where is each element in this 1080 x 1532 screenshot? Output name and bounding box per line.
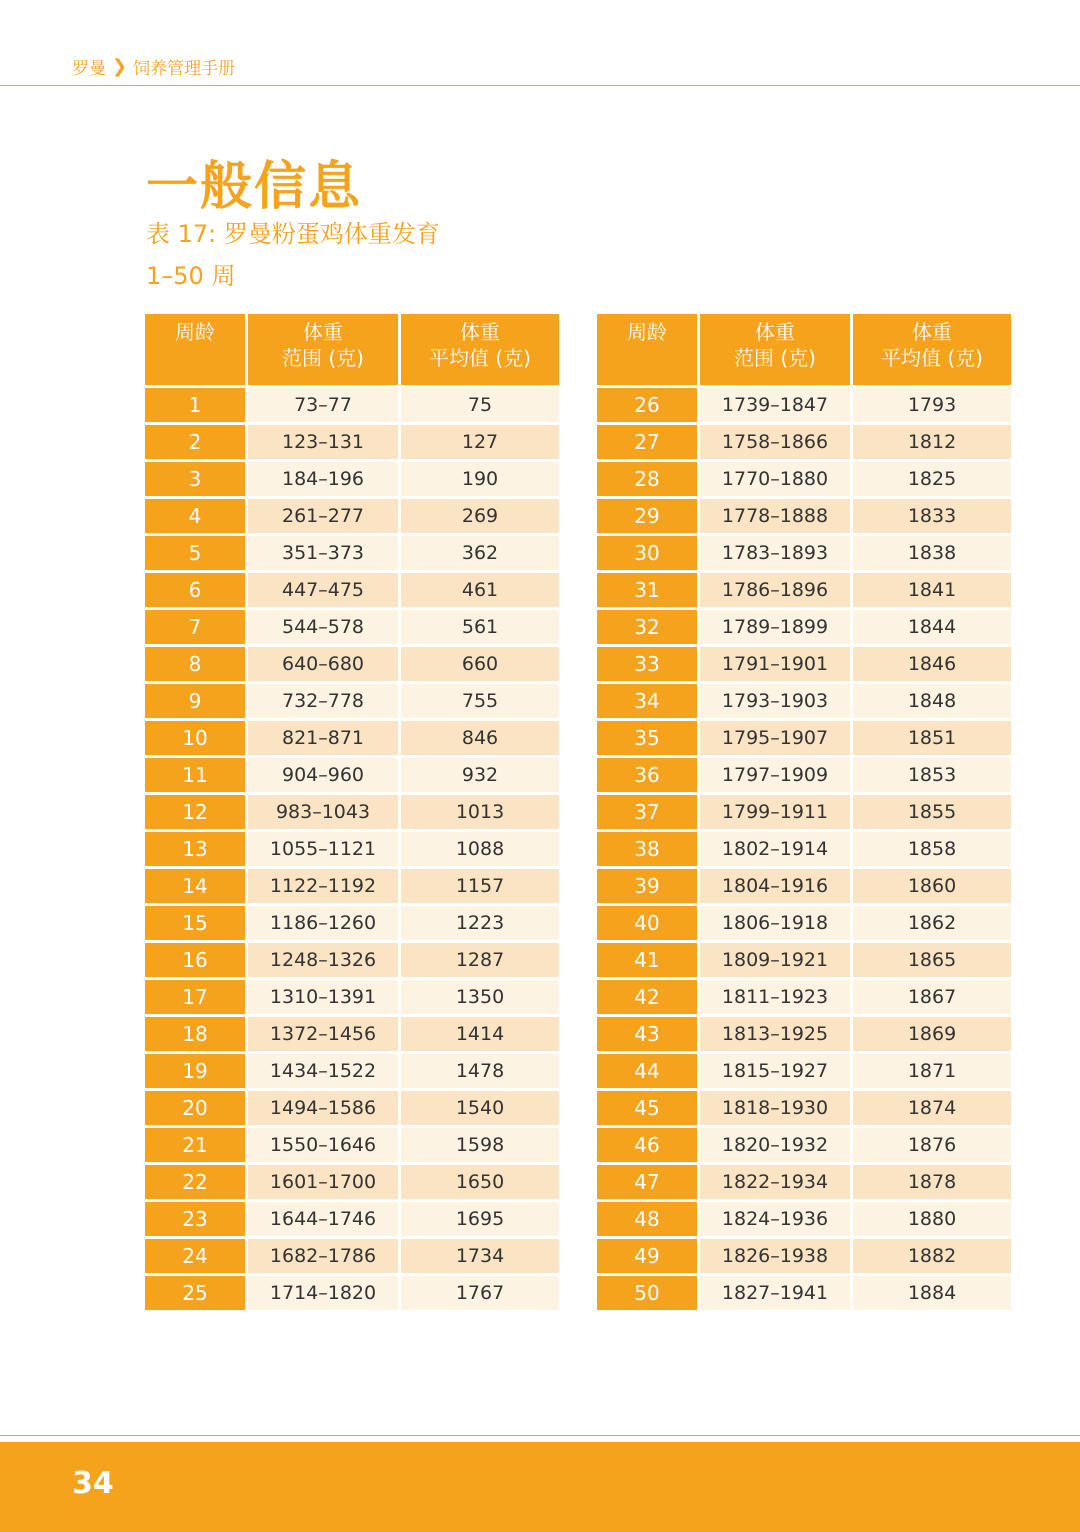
weight-range-cell: 544–578	[248, 610, 398, 647]
weight-average-cell: 1862	[853, 906, 1011, 943]
table-row	[597, 536, 1011, 573]
week-cell: 30	[597, 536, 697, 573]
table-row	[145, 425, 559, 462]
weight-range-cell: 1783–1893	[700, 536, 850, 573]
week-cell: 22	[145, 1165, 245, 1202]
header-weight-average: 体重 平均值 (克)	[401, 314, 559, 388]
weight-average-cell: 1088	[401, 832, 559, 869]
table-row	[597, 1276, 1011, 1313]
weight-average-cell: 75	[401, 388, 559, 425]
weight-range-cell: 184–196	[248, 462, 398, 499]
weight-range-cell: 1804–1916	[700, 869, 850, 906]
weight-range-cell: 1494–1586	[248, 1091, 398, 1128]
table-row	[597, 1091, 1011, 1128]
weight-range-cell: 1811–1923	[700, 980, 850, 1017]
week-cell: 24	[145, 1239, 245, 1276]
weight-average-cell: 1767	[401, 1276, 559, 1313]
week-cell: 42	[597, 980, 697, 1017]
table-row	[597, 499, 1011, 536]
weight-range-cell: 1758–1866	[700, 425, 850, 462]
week-cell: 39	[597, 869, 697, 906]
week-cell: 29	[597, 499, 697, 536]
weight-range-cell: 261–277	[248, 499, 398, 536]
table-row	[145, 980, 559, 1017]
header-divider	[0, 85, 1080, 86]
weight-range-cell: 447–475	[248, 573, 398, 610]
weight-average-cell: 1846	[853, 647, 1011, 684]
weight-range-cell: 1815–1927	[700, 1054, 850, 1091]
table-row	[145, 1054, 559, 1091]
weight-range-cell: 640–680	[248, 647, 398, 684]
week-cell: 9	[145, 684, 245, 721]
week-cell: 23	[145, 1202, 245, 1239]
table-row	[145, 1202, 559, 1239]
weight-average-cell: 1540	[401, 1091, 559, 1128]
table-row	[145, 1017, 559, 1054]
table-row	[597, 1017, 1011, 1054]
weight-average-cell: 1287	[401, 943, 559, 980]
header-weight-range: 体重 范围 (克)	[700, 314, 850, 388]
week-cell: 48	[597, 1202, 697, 1239]
table-row	[145, 684, 559, 721]
week-cell: 5	[145, 536, 245, 573]
week-cell: 49	[597, 1239, 697, 1276]
week-cell: 35	[597, 721, 697, 758]
week-cell: 16	[145, 943, 245, 980]
weight-range-cell: 1799–1911	[700, 795, 850, 832]
table-row	[597, 1239, 1011, 1276]
page-number: 34	[72, 1466, 114, 1501]
table-row	[145, 499, 559, 536]
weight-range-cell: 73–77	[248, 388, 398, 425]
weight-average-cell: 1860	[853, 869, 1011, 906]
table-row	[145, 1239, 559, 1276]
weight-average-cell: 362	[401, 536, 559, 573]
weight-average-cell: 1880	[853, 1202, 1011, 1239]
weight-range-cell: 1818–1930	[700, 1091, 850, 1128]
table-row	[145, 906, 559, 943]
header-week: 周龄	[597, 314, 697, 388]
table-row	[145, 647, 559, 684]
weight-average-cell: 461	[401, 573, 559, 610]
weight-range-cell: 732–778	[248, 684, 398, 721]
weight-average-cell: 932	[401, 758, 559, 795]
header-weight-range: 体重 范围 (克)	[248, 314, 398, 388]
week-cell: 33	[597, 647, 697, 684]
week-cell: 36	[597, 758, 697, 795]
table-row	[597, 462, 1011, 499]
table-row	[597, 906, 1011, 943]
weight-range-cell: 1795–1907	[700, 721, 850, 758]
weight-range-cell: 1820–1932	[700, 1128, 850, 1165]
table-row	[145, 943, 559, 980]
footer-bar	[0, 1442, 1080, 1532]
week-cell: 11	[145, 758, 245, 795]
weight-range-cell: 1248–1326	[248, 943, 398, 980]
weight-average-cell: 269	[401, 499, 559, 536]
weight-range-cell: 1813–1925	[700, 1017, 850, 1054]
weight-range-cell: 1372–1456	[248, 1017, 398, 1054]
weight-range-cell: 1682–1786	[248, 1239, 398, 1276]
table-header-row	[597, 314, 1011, 388]
weight-average-cell: 1223	[401, 906, 559, 943]
page-header	[0, 0, 1080, 86]
weight-average-cell: 1812	[853, 425, 1011, 462]
weight-average-cell: 1867	[853, 980, 1011, 1017]
weight-average-cell: 1858	[853, 832, 1011, 869]
table-row	[597, 721, 1011, 758]
weight-average-cell: 1013	[401, 795, 559, 832]
week-cell: 45	[597, 1091, 697, 1128]
weight-average-cell: 1841	[853, 573, 1011, 610]
weight-average-cell: 1853	[853, 758, 1011, 795]
week-cell: 1	[145, 388, 245, 425]
week-cell: 20	[145, 1091, 245, 1128]
table-row	[597, 610, 1011, 647]
weight-range-cell: 904–960	[248, 758, 398, 795]
weight-range-cell: 1809–1921	[700, 943, 850, 980]
weight-average-cell: 1414	[401, 1017, 559, 1054]
weight-average-cell: 1869	[853, 1017, 1011, 1054]
weight-average-cell: 1825	[853, 462, 1011, 499]
weight-average-cell: 1882	[853, 1239, 1011, 1276]
table-row	[145, 1165, 559, 1202]
weight-average-cell: 1838	[853, 536, 1011, 573]
table-row	[597, 758, 1011, 795]
header-week: 周龄	[145, 314, 245, 388]
weight-range-cell: 1802–1914	[700, 832, 850, 869]
weight-average-cell: 561	[401, 610, 559, 647]
weight-range-cell: 1186–1260	[248, 906, 398, 943]
weight-range-cell: 983–1043	[248, 795, 398, 832]
weight-average-cell: 1855	[853, 795, 1011, 832]
table-row	[145, 536, 559, 573]
weight-average-cell: 1874	[853, 1091, 1011, 1128]
weight-average-cell: 1650	[401, 1165, 559, 1202]
table-row	[597, 1128, 1011, 1165]
page-title: 一般信息	[146, 157, 363, 217]
table-row	[597, 832, 1011, 869]
table-row	[145, 795, 559, 832]
table-caption: 表 17: 罗曼粉蛋鸡体重发育	[146, 220, 440, 248]
week-cell: 25	[145, 1276, 245, 1313]
weight-range-cell: 1644–1746	[248, 1202, 398, 1239]
week-cell: 28	[597, 462, 697, 499]
weight-range-cell: 821–871	[248, 721, 398, 758]
weight-range-cell: 1827–1941	[700, 1276, 850, 1313]
weight-range-cell: 1822–1934	[700, 1165, 850, 1202]
table-header-row	[145, 314, 559, 388]
table-row	[597, 573, 1011, 610]
week-cell: 41	[597, 943, 697, 980]
header-weight-average: 体重 平均值 (克)	[853, 314, 1011, 388]
weight-range-cell: 123–131	[248, 425, 398, 462]
week-cell: 37	[597, 795, 697, 832]
week-cell: 3	[145, 462, 245, 499]
breadcrumb-section: 饲养管理手册	[133, 59, 236, 79]
weight-average-cell: 1478	[401, 1054, 559, 1091]
weight-range-cell: 1778–1888	[700, 499, 850, 536]
weight-range-cell: 1055–1121	[248, 832, 398, 869]
table-row	[145, 462, 559, 499]
weight-range-cell: 1793–1903	[700, 684, 850, 721]
weight-average-cell: 846	[401, 721, 559, 758]
weight-average-cell: 1851	[853, 721, 1011, 758]
week-cell: 4	[145, 499, 245, 536]
week-cell: 14	[145, 869, 245, 906]
table-row	[145, 388, 559, 425]
week-cell: 15	[145, 906, 245, 943]
week-cell: 40	[597, 906, 697, 943]
week-cell: 10	[145, 721, 245, 758]
table-row	[145, 573, 559, 610]
week-cell: 31	[597, 573, 697, 610]
weight-range-cell: 1786–1896	[700, 573, 850, 610]
weight-average-cell: 1876	[853, 1128, 1011, 1165]
week-cell: 7	[145, 610, 245, 647]
week-cell: 47	[597, 1165, 697, 1202]
week-cell: 43	[597, 1017, 697, 1054]
breadcrumb	[72, 54, 235, 79]
weight-average-cell: 1865	[853, 943, 1011, 980]
weight-average-cell: 755	[401, 684, 559, 721]
breadcrumb-brand: 罗曼	[72, 59, 106, 79]
table-row	[597, 425, 1011, 462]
weight-range-cell: 1601–1700	[248, 1165, 398, 1202]
table-row	[597, 943, 1011, 980]
weight-range-cell: 1826–1938	[700, 1239, 850, 1276]
weight-range-cell: 1434–1522	[248, 1054, 398, 1091]
weight-average-cell: 1734	[401, 1239, 559, 1276]
week-cell: 19	[145, 1054, 245, 1091]
weight-average-cell: 1833	[853, 499, 1011, 536]
week-cell: 6	[145, 573, 245, 610]
weight-range-cell: 1806–1918	[700, 906, 850, 943]
table-row	[597, 1054, 1011, 1091]
weight-average-cell: 127	[401, 425, 559, 462]
week-cell: 44	[597, 1054, 697, 1091]
weight-table-left	[142, 314, 562, 1313]
weight-range-cell: 1310–1391	[248, 980, 398, 1017]
table-row	[597, 869, 1011, 906]
table-row	[597, 684, 1011, 721]
weight-average-cell: 1598	[401, 1128, 559, 1165]
weight-range-cell: 1770–1880	[700, 462, 850, 499]
chevron-right-icon: ❯	[112, 56, 128, 77]
week-cell: 2	[145, 425, 245, 462]
weight-average-cell: 660	[401, 647, 559, 684]
table-row	[145, 721, 559, 758]
week-cell: 13	[145, 832, 245, 869]
table-row	[145, 1276, 559, 1313]
table-row	[145, 869, 559, 906]
table-row	[145, 832, 559, 869]
weight-range-cell: 1550–1646	[248, 1128, 398, 1165]
week-cell: 38	[597, 832, 697, 869]
weight-average-cell: 190	[401, 462, 559, 499]
week-cell: 27	[597, 425, 697, 462]
table-row	[145, 610, 559, 647]
weight-average-cell: 1695	[401, 1202, 559, 1239]
weight-range-cell: 1714–1820	[248, 1276, 398, 1313]
weight-range-cell: 1791–1901	[700, 647, 850, 684]
weight-average-cell: 1157	[401, 869, 559, 906]
table-row	[145, 1128, 559, 1165]
weight-average-cell: 1350	[401, 980, 559, 1017]
table-row	[597, 795, 1011, 832]
table-row	[597, 980, 1011, 1017]
week-cell: 12	[145, 795, 245, 832]
week-cell: 17	[145, 980, 245, 1017]
table-row	[597, 647, 1011, 684]
table-row	[145, 758, 559, 795]
weight-range-cell: 1122–1192	[248, 869, 398, 906]
footer-divider	[0, 1435, 1080, 1436]
table-row	[597, 1202, 1011, 1239]
table-caption-range: 1–50 周	[146, 262, 236, 290]
weight-range-cell: 1789–1899	[700, 610, 850, 647]
week-cell: 32	[597, 610, 697, 647]
table-row	[145, 1091, 559, 1128]
week-cell: 34	[597, 684, 697, 721]
weight-average-cell: 1848	[853, 684, 1011, 721]
week-cell: 18	[145, 1017, 245, 1054]
weight-range-cell: 1824–1936	[700, 1202, 850, 1239]
week-cell: 8	[145, 647, 245, 684]
weight-range-cell: 1797–1909	[700, 758, 850, 795]
week-cell: 46	[597, 1128, 697, 1165]
weight-range-cell: 1739–1847	[700, 388, 850, 425]
weight-average-cell: 1871	[853, 1054, 1011, 1091]
weight-average-cell: 1884	[853, 1276, 1011, 1313]
week-cell: 21	[145, 1128, 245, 1165]
week-cell: 26	[597, 388, 697, 425]
weight-average-cell: 1793	[853, 388, 1011, 425]
table-row	[597, 388, 1011, 425]
weight-average-cell: 1878	[853, 1165, 1011, 1202]
weight-table-right	[594, 314, 1014, 1313]
weight-range-cell: 351–373	[248, 536, 398, 573]
weight-average-cell: 1844	[853, 610, 1011, 647]
week-cell: 50	[597, 1276, 697, 1313]
table-row	[597, 1165, 1011, 1202]
